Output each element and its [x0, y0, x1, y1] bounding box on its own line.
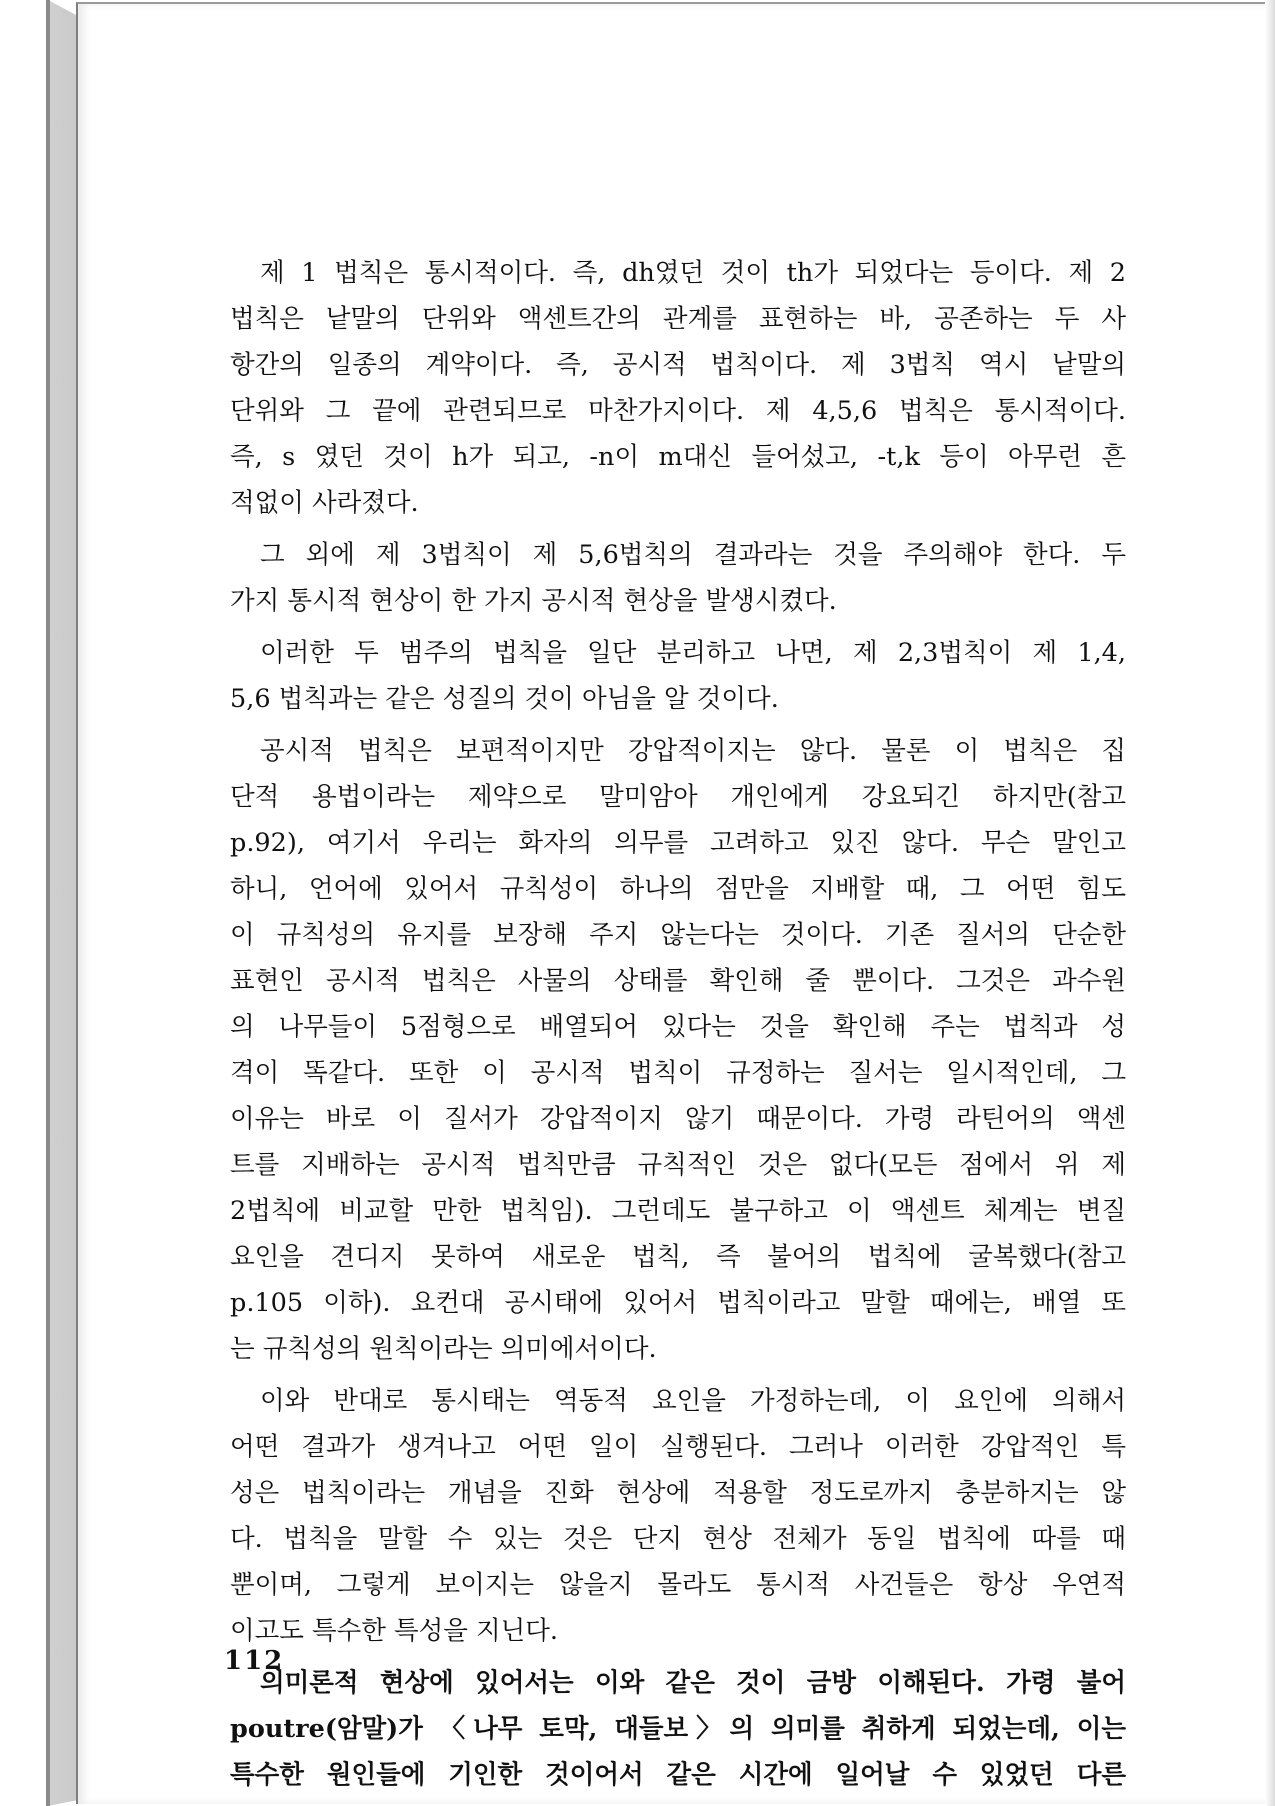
text-line: 요인을 견디지 못하여 새로운 법칙, 즉 불어의 법칙에 굴복했다(참고: [230, 1242, 1126, 1272]
spine-edge: [46, 0, 50, 1806]
paragraph: [230, 630, 1126, 722]
text-line: 2법칙에 비교할 만한 법칙임). 그런데도 불구하고 이 액센트 체계는 변질: [230, 1196, 1126, 1226]
text-line: 이러한 두 범주의 법칙을 일단 분리하고 나면, 제 2,3법칙이 제 1,4,: [260, 638, 1126, 668]
text-line: 의미론적 현상에 있어서는 이와 같은 것이 금방 이해된다. 가령 불어: [260, 1668, 1126, 1698]
text-line: 이와 반대로 통시태는 역동적 요인을 가정하는데, 이 요인에 의해서: [260, 1386, 1126, 1416]
text-line: 성은 법칙이라는 개념을 진화 현상에 적용할 정도로까지 충분하지는 않: [230, 1478, 1126, 1508]
text-line: 는 규칙성의 원칙이라는 의미에서이다.: [230, 1334, 657, 1364]
text-line: 특수한 원인들에 기인한 것이어서 같은 시간에 일어날 수 있었던 다른: [230, 1760, 1126, 1790]
text-line: 격이 똑같다. 또한 이 공시적 법칙이 규정하는 질서는 일시적인데, 그: [230, 1058, 1126, 1088]
text-line: poutre(암말)가 〈나무 토막, 대들보〉의 의미를 취하게 되었는데, 이는: [230, 1714, 1126, 1744]
text-line: 그 외에 제 3법칙이 제 5,6법칙의 결과라는 것을 주의해야 한다. 두: [260, 540, 1126, 570]
paragraph: [230, 1378, 1126, 1654]
text-line: 단적 용법이라는 제약으로 말미암아 개인에게 강요되긴 하지만(참고: [230, 782, 1126, 812]
text-line: 의 나무들이 5점형으로 배열되어 있다는 것을 확인해 주는 법칙과 성: [230, 1012, 1126, 1042]
paragraph: [230, 250, 1126, 526]
text-line: 항간의 일종의 계약이다. 즉, 공시적 법칙이다. 제 3법칙 역시 낱말의: [230, 350, 1126, 380]
text-line: 즉, s 였던 것이 h가 되고, -n이 m대신 들어섰고, -t,k 등이 아무런 흔: [230, 442, 1126, 472]
text-line: 법칙은 낱말의 단위와 액센트간의 관계를 표현하는 바, 공존하는 두 사: [230, 304, 1126, 334]
text-line: p.105 이하). 요컨대 공시태에 있어서 법칙이라고 말할 때에는, 배열 또: [230, 1288, 1126, 1318]
text-line: 트를 지배하는 공시적 법칙만큼 규칙적인 것은 없다(모든 점에서 위 제: [230, 1150, 1126, 1180]
page-edge-shadow: [1265, 0, 1275, 1806]
paragraph: [230, 728, 1126, 1372]
text-line: 제 1 법칙은 통시적이다. 즉, dh였던 것이 th가 되었다는 등이다. 제 2: [260, 258, 1126, 288]
text-line: 다. 법칙을 말할 수 있는 것은 단지 현상 전체가 동일 법칙에 따를 때: [230, 1524, 1126, 1554]
page-number: 112: [224, 1646, 285, 1676]
text-line: 단위와 그 끝에 관련되므로 마찬가지이다. 제 4,5,6 법칙은 통시적이다.: [230, 396, 1126, 426]
text-line: 5,6 법칙과는 같은 성질의 것이 아님을 알 것이다.: [230, 684, 779, 714]
text-line: 하니, 언어에 있어서 규칙성이 하나의 점만을 지배할 때, 그 어떤 힘도: [230, 874, 1126, 904]
text-line: 이유는 바로 이 질서가 강압적이지 않기 때문이다. 가령 라틴어의 액센: [230, 1104, 1126, 1134]
body-text: [230, 250, 1126, 1804]
text-line: 공시적 법칙은 보편적이지만 강압적이지는 않다. 물론 이 법칙은 집: [260, 736, 1126, 766]
paragraph: [230, 1660, 1126, 1798]
text-line: 뿐이며, 그렇게 보이지는 않을지 몰라도 통시적 사건들은 항상 우연적: [230, 1570, 1126, 1600]
text-line: 가지 통시적 현상이 한 가지 공시적 현상을 발생시켰다.: [230, 586, 837, 616]
text-line: 적없이 사라졌다.: [230, 488, 419, 518]
text-line: 표현인 공시적 법칙은 사물의 상태를 확인해 줄 뿐이다. 그것은 과수원: [230, 966, 1126, 996]
text-line: 이 규칙성의 유지를 보장해 주지 않는다는 것이다. 기존 질서의 단순한: [230, 920, 1126, 950]
book-spine: [0, 0, 78, 1806]
paragraph: [230, 532, 1126, 624]
text-line: 이고도 특수한 특성을 지닌다.: [230, 1616, 559, 1646]
text-line: 어떤 결과가 생겨나고 어떤 일이 실행된다. 그러나 이러한 강압적인 특: [230, 1432, 1126, 1462]
text-line: p.92), 여기서 우리는 화자의 의무를 고려하고 있진 않다. 무슨 말인고: [230, 828, 1126, 858]
